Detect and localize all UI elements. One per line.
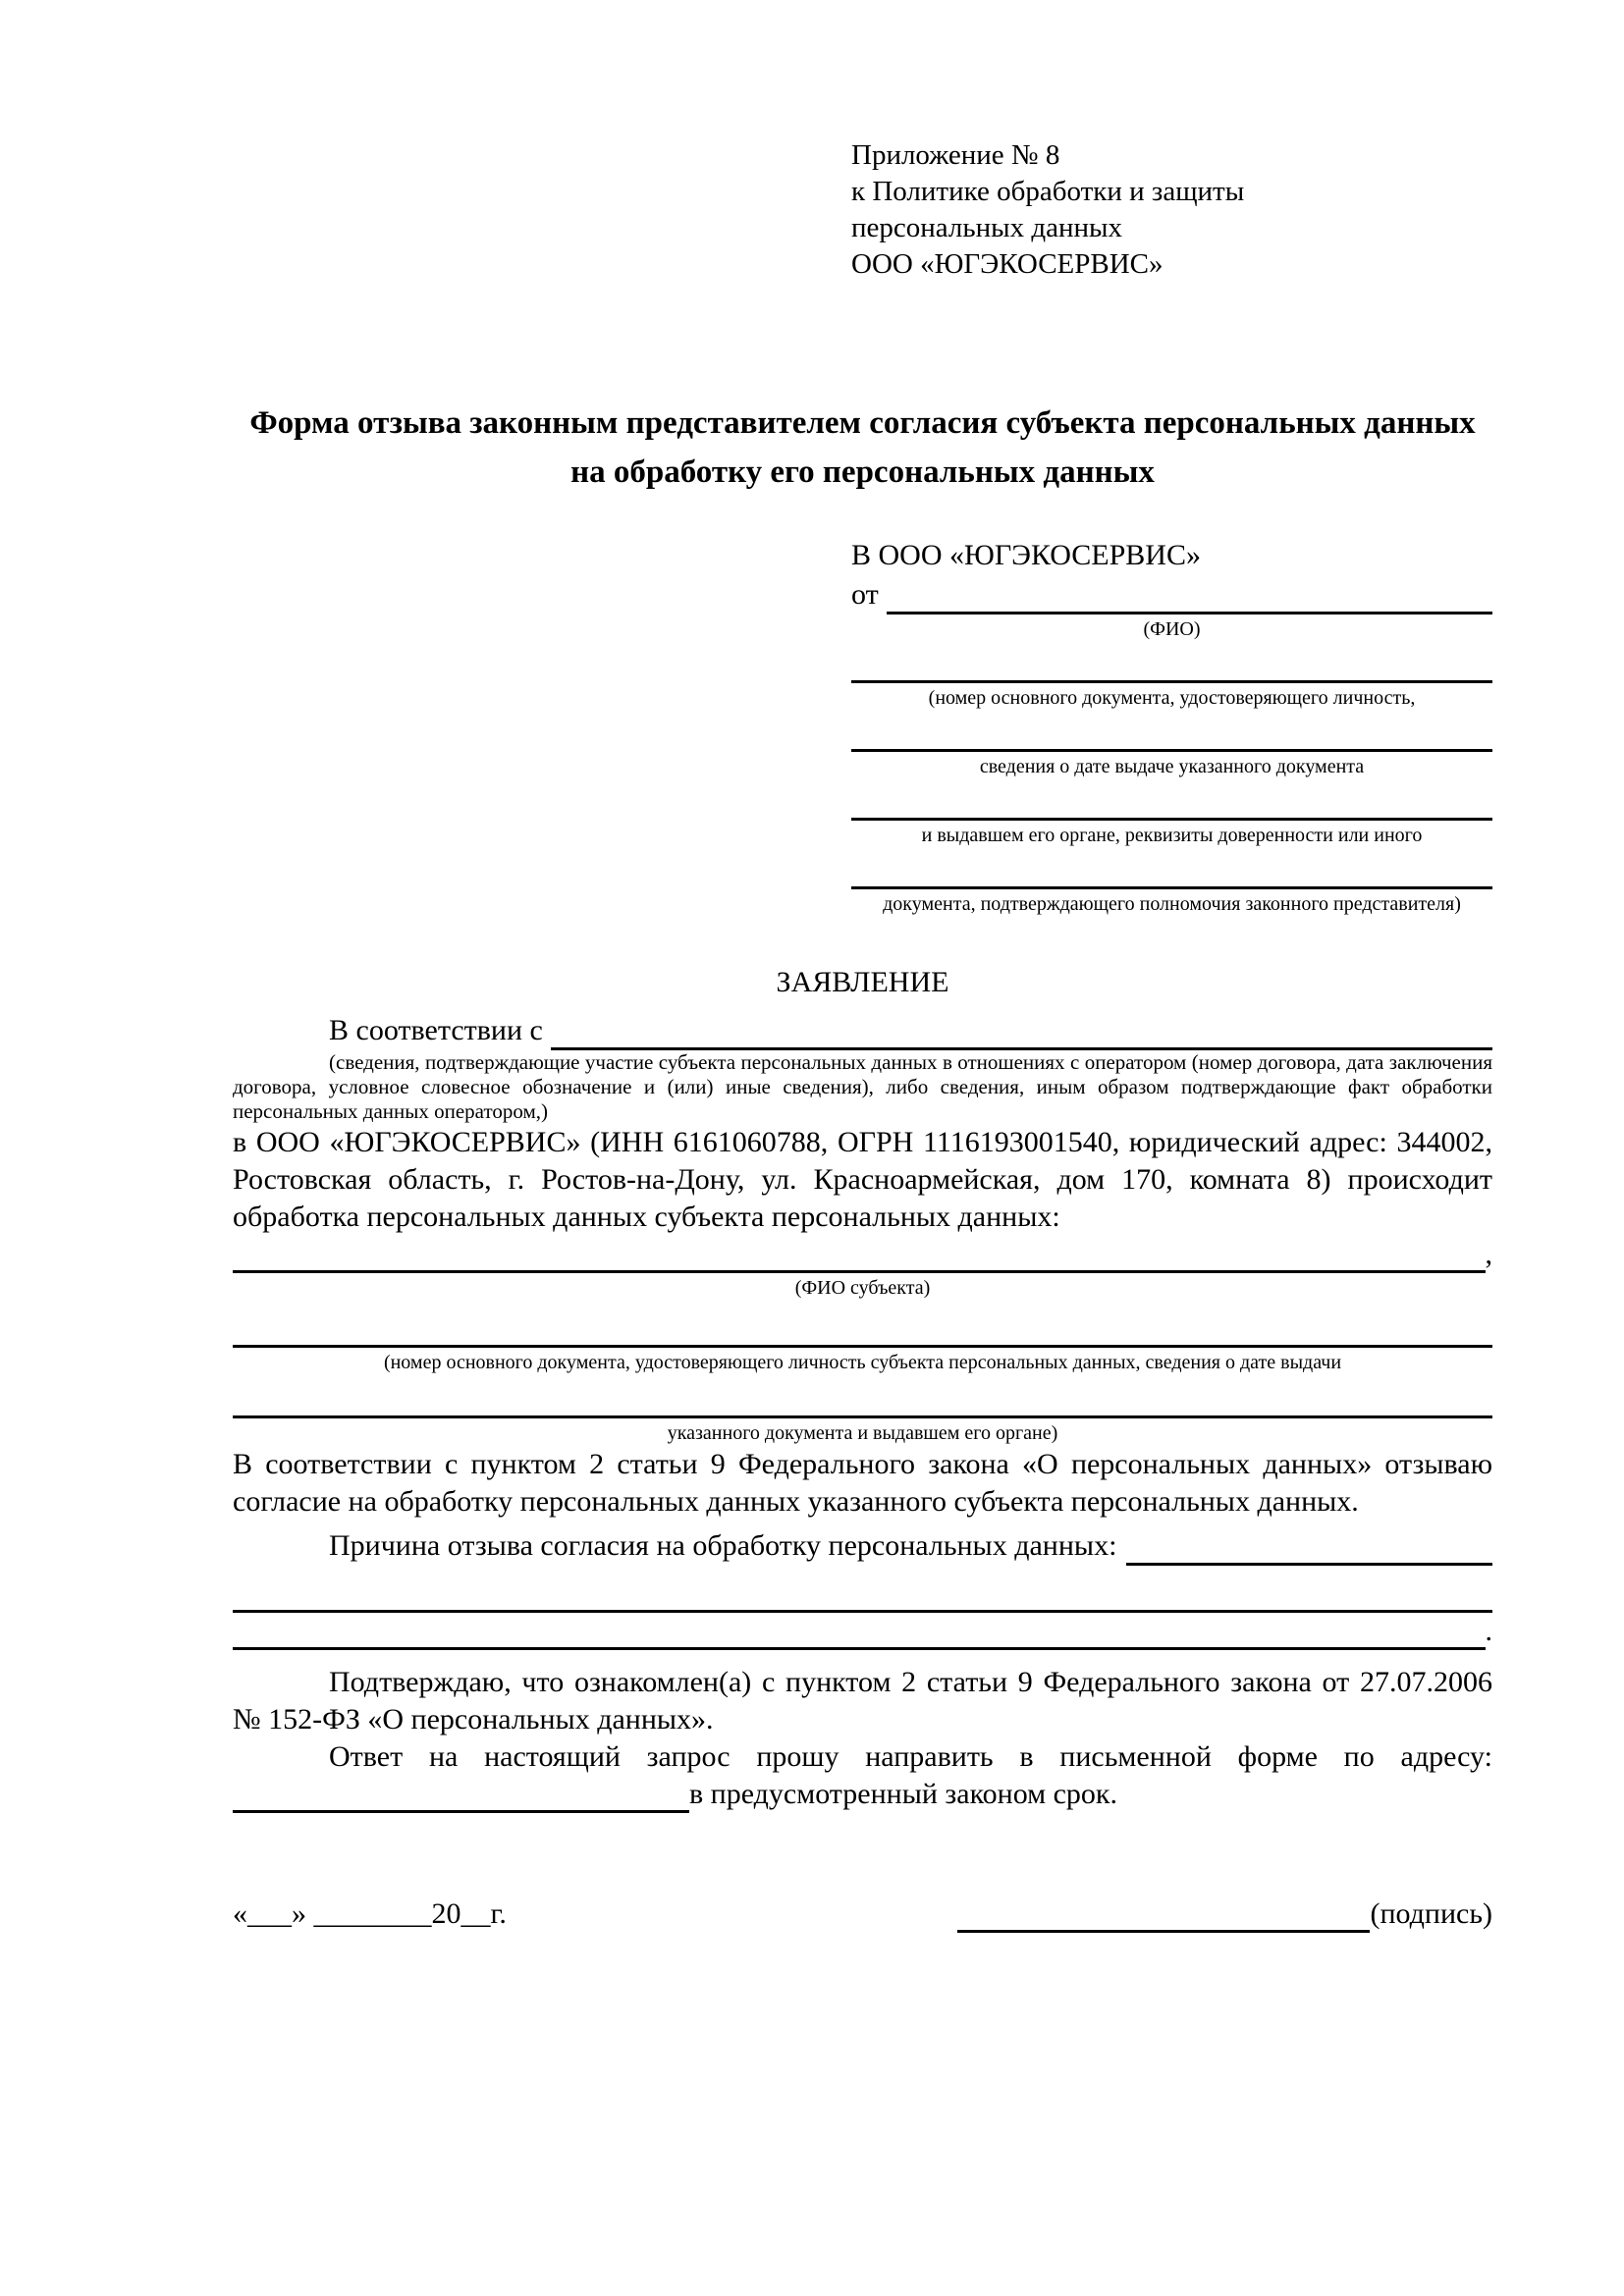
withdraw-paragraph: В соответствии с пунктом 2 статьи 9 Федерального закона «О персональных данных» отзываю согласие на обработку персональных данных указанного субъекта персональных данных. (233, 1448, 1492, 1518)
subject-doc-blank-2[interactable] (233, 1389, 1492, 1418)
reply-intro: Ответ на настоящий запрос прошу направить в письменной форме по адресу: (329, 1740, 1492, 1773)
reason-label: Причина отзыва согласия на обработку персональных данных: (329, 1529, 1117, 1562)
subject-doc-blank-1[interactable] (233, 1318, 1492, 1348)
subject-doc-caption-1: (номер основного документа, удостоверяющего личность субъекта персональных данных, сведения о дате выдачи (383, 1352, 1342, 1373)
appendix-line: ООО «ЮГЭКОСЕРВИС» (851, 248, 1164, 280)
authority-caption: документа, подтверждающего полномочия законного представителя) (883, 893, 1461, 915)
signature-caption: (подпись) (1370, 1897, 1492, 1930)
doc-number-caption: (номер основного документа, удостоверяющего личность, (928, 687, 1416, 709)
basis-label: В соответствии с (329, 1014, 543, 1046)
date-line[interactable]: «___» ________20__г. (233, 1897, 507, 1930)
basis-note: (сведения, подтверждающие участие субъекта персональных данных в отношениях с оператором (номер договора, дата заключения договора, условное словесное обозначение и (или) иные сведения), либо сведения, иным образом подтверждающие факт обработки персональных данных оператором,) (233, 1050, 1492, 1123)
reason-blank-line-2[interactable] (233, 1617, 1486, 1650)
signature-blank[interactable] (957, 1901, 1370, 1933)
subject-fio-blank[interactable] (233, 1240, 1486, 1273)
subject-doc-caption-2: указанного документа и выдавшем его органе) (667, 1422, 1058, 1444)
subject-fio-caption: (ФИО субъекта) (794, 1277, 931, 1299)
subject-fio-row (233, 1236, 1492, 1273)
reply-address-blank[interactable] (233, 1780, 689, 1813)
reason-row (233, 1526, 1492, 1566)
basis-blank[interactable] (551, 1015, 1492, 1050)
from-label: от (851, 578, 879, 611)
representative-doc-date-blank[interactable] (851, 722, 1492, 752)
reply-tail: в предусмотренный законом срок. (689, 1778, 1117, 1810)
addressee-block (851, 536, 1492, 917)
doc-issuer-caption: и выдавшем его органе, реквизиты доверенности или иного (921, 825, 1423, 846)
reason-blank-line-1[interactable] (233, 1583, 1492, 1613)
representative-doc-number-blank[interactable] (851, 654, 1492, 683)
reason-line-2-row (233, 1613, 1492, 1650)
operator-paragraph: в ООО «ЮГЭКОСЕРВИС» (ИНН 6161060788, ОГРН 1116193001540, юридический адрес: 344002, Ростовская область, г. Ростов-на-Дону, ул. Красноармейская, дом 170, комната 8) происходит обработка персональных данных субъекта персональных данных: (233, 1126, 1492, 1233)
reply-address-row (233, 1776, 1492, 1813)
signature-group (957, 1896, 1492, 1933)
representative-authority-blank[interactable] (851, 860, 1492, 889)
confirm-paragraph: Подтверждаю, что ознакомлен(а) с пунктом 2 статьи 9 Федерального закона от 27.07.2006 № 152-ФЗ «О персональных данных». (233, 1666, 1492, 1735)
basis-row (233, 1011, 1492, 1050)
reason-blank-inline[interactable] (1126, 1530, 1492, 1566)
representative-fio-blank[interactable] (887, 579, 1492, 614)
document-title: Форма отзыва законным представителем согласия субъекта персональных данных на обработку его персональных данных (249, 405, 1476, 490)
footer-row (233, 1896, 1492, 1933)
fio-caption: (ФИО) (1143, 618, 1201, 640)
statement-heading: ЗАЯВЛЕНИЕ (776, 966, 949, 998)
appendix-line: персональных данных (851, 212, 1123, 243)
addressee-to: В ООО «ЮГЭКОСЕРВИС» (851, 539, 1201, 571)
from-row (851, 575, 1492, 614)
appendix-block (851, 137, 1492, 283)
comma-tail: , (1485, 1238, 1492, 1270)
representative-doc-issuer-blank[interactable] (851, 791, 1492, 821)
period-tail: . (1485, 1615, 1492, 1647)
doc-date-caption: сведения о дате выдаче указанного документа (979, 756, 1365, 777)
appendix-line: к Политике обработки и защиты (851, 176, 1245, 207)
appendix-line: Приложение № 8 (851, 139, 1060, 171)
